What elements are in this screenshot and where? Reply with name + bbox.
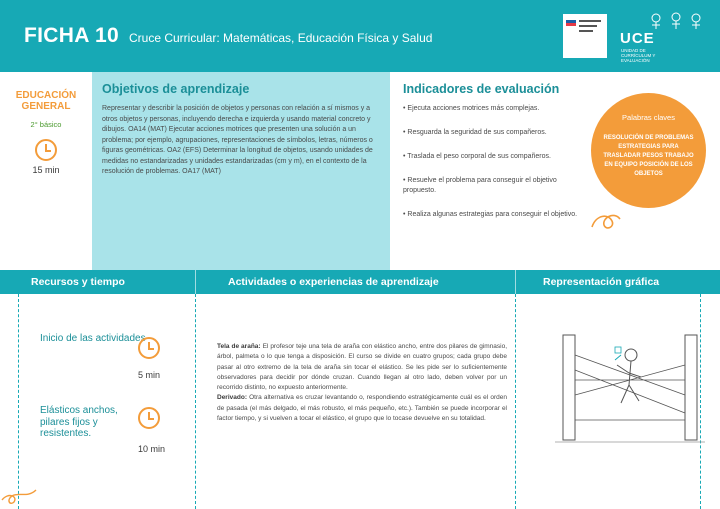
children-drawing-icon [648,10,706,32]
grade-label: 2° básico [30,120,62,129]
resources-heading: Recursos y tiempo [31,276,125,288]
uce-logo: UCE [620,30,655,47]
objectives-text: Representar y describir la posición de objetos y personas con relación a sí mismos y a otros objetos y personas, incluyendo derecha e izquierda y usando material concreto y dibujos. OA14 (MAT) Ejecutar acciones motrices que presenten una solución a un problema; por ejemplo, agrupaciones, representaciones de símbolos, letras, números o figuras geométricas. OA2 (EFS) Determinar la longitud de objetos, usando unidades de medidas no estandarizadas y unidades estandarizadas (cm y m), en el contexto de la resolución de problemas. OA17 (MAT) [102,105,373,175]
header-bar [0,0,720,72]
resource-label: Elásticos anchos, pilares fijos y resistentes. [40,405,118,439]
activities-heading: Actividades o experiencias de aprendizaje [228,276,439,288]
resource-time: 5 min [138,370,161,380]
indicator-item: • Traslada el peso corporal de sus compañeros. [403,153,551,160]
keywords-badge [591,93,706,208]
duration-label: 15 min [32,165,60,175]
resource-time: 10 min [138,444,166,454]
resource-item [40,333,170,385]
graphic-heading: Representación gráfica [543,276,660,288]
objectives-panel [92,72,390,270]
indicators-list [403,104,588,220]
indicator-item: • Ejecuta acciones motrices más complejas. [403,105,540,112]
ministry-logo [563,14,607,58]
resources-divider [195,294,196,509]
spider-web-illustration [555,325,705,445]
activity-part2-text: Otra alternativa es cruzar levantando o, respondiendo estratégicamente cuál es el orden de pasada (el más delgado, el más robusto, el más pequeño, etc.). También se puede incorporar el factor tiempo, y si vuelven a tocar el elástico, el grupo que lo tocase devuelve en su totalidad. [217,394,507,423]
activity-part1-title: Tela de araña: [217,343,261,350]
section-band [0,270,720,294]
level-column [0,72,92,270]
resource-label: Inicio de las actividades [40,333,146,344]
bottom-swirl-decoration-icon [0,470,40,509]
swirl-decoration-icon [588,205,624,235]
objectives-title: Objetivos de aprendizaje [102,82,250,96]
activities-divider [515,294,516,509]
keywords-list: RESOLUCIÓN DE PROBLEMAS ESTRATEGIAS PARA TRASLADAR PESOS TRABAJO EN EQUIPO POSICIÓN DE LOS OBJETOS [603,135,694,177]
keywords-title: Palabras claves [622,113,675,122]
clock-icon [35,139,57,161]
indicators-title: Indicadores de evaluación [403,82,560,96]
clock-icon [138,407,160,429]
education-level: EDUCACIÓN GENERAL [15,90,77,112]
indicator-item: • Resguarda la seguridad de sus compañeros. [403,129,547,136]
uce-subtitle: UNIDAD DE CURRÍCULUM Y EVALUACIÓN [621,48,656,63]
page-subtitle: Cruce Curricular: Matemáticas, Educación Física y Salud [129,31,433,45]
ficha-title: FICHA 10 [24,24,119,47]
clock-icon [138,337,160,359]
indicator-item: • Realiza algunas estrategias para conseguir el objetivo. [403,211,578,218]
activity-part2-title: Derivado: [217,394,247,402]
activity-description [217,342,507,424]
activity-part1-text: El profesor teje una tela de araña con elástico ancho, entre dos pilares de gimnasio, árbol, palmeta o lo que tenga a disposición. El curso se divide en cuatro grupos; cada grupo debe pasar al otro extremo de la tela de araña sin tocar el elástico. Se les pide ser lo suficientemente observadores para decidir por dónde cruzan. Cuando llegan al otro lado, deben volver por un recorrido distinto, no expuesto anteriormente. [217,343,508,392]
indicator-item: • Resuelve el problema para conseguir el objetivo propuesto. [403,177,557,194]
resource-item [40,405,170,463]
